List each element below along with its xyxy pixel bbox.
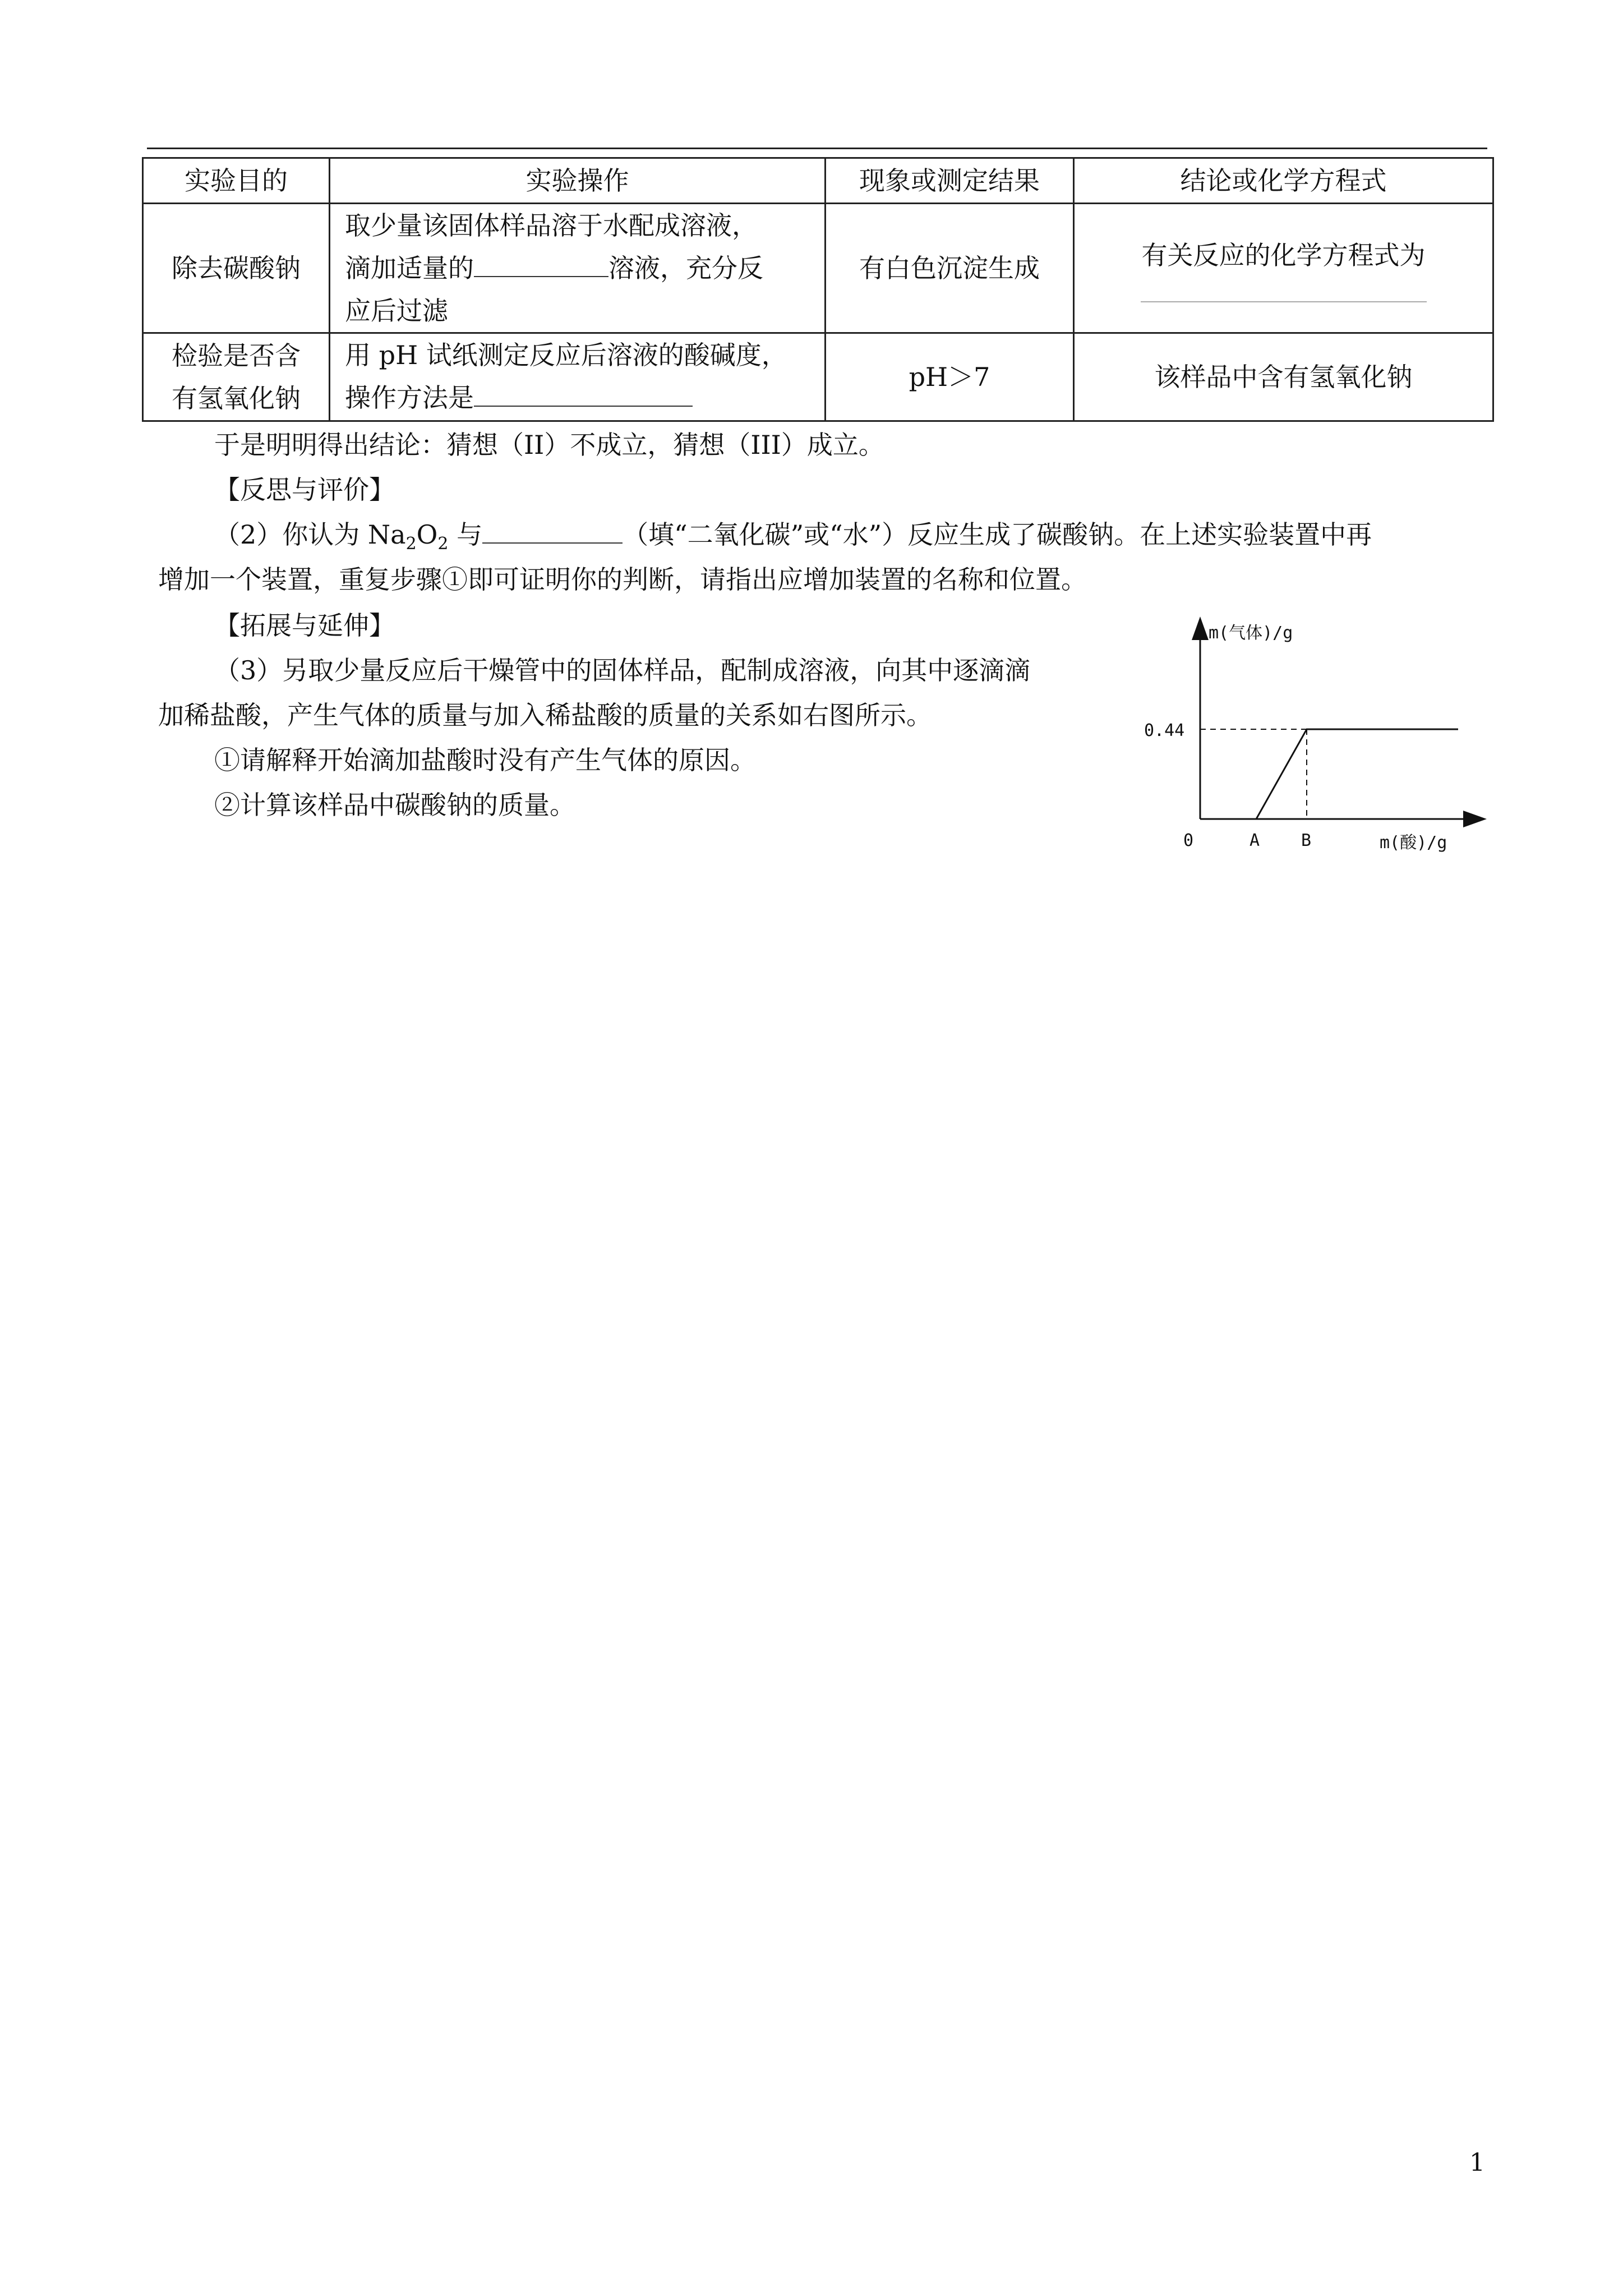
row2-op-line1: 用 pH 试纸测定反应后溶液的酸碱度， <box>345 340 787 370</box>
row1-op-line1: 取少量该固体样品溶于水配成溶液， <box>345 210 758 241</box>
row1-conclusion <box>1074 204 1493 333</box>
q2-sub1: 2 <box>405 534 417 554</box>
experiment-table <box>142 157 1494 422</box>
table-header-row <box>143 158 1493 204</box>
extension-heading: 【拓展与延伸】 <box>214 610 395 641</box>
gas-series-line <box>1200 729 1458 819</box>
row2-op-line2-text: 操作方法是 <box>345 383 474 413</box>
question-3-sub1: ①请解释开始滴加盐酸时没有产生气体的原因。 <box>214 745 756 775</box>
row2-conclusion: 该样品中含有氢氧化钠 <box>1074 333 1493 421</box>
conclusion-text: 于是明明得出结论：猜想（II）不成立，猜想（III）成立。 <box>214 430 884 460</box>
row1-result: 有白色沉淀生成 <box>826 204 1074 333</box>
q2-sub2: 2 <box>437 534 449 554</box>
row2-purpose-line1: 检验是否含 <box>172 341 301 371</box>
x-tick-label: A <box>1249 831 1260 850</box>
reactant-blank[interactable] <box>482 514 623 544</box>
row1-op-line2-post: 溶液，充分反 <box>608 253 763 283</box>
gas-mass-chart <box>1144 617 1503 875</box>
row1-op-line3: 应后过滤 <box>345 296 448 326</box>
q2-pre: （2）你认为 Na <box>214 519 406 550</box>
row1-op-line2 <box>345 247 814 289</box>
question-3-line1: （3）另取少量反应后干燥管中的固体样品，配制成溶液，向其中逐滴滴 <box>214 655 1031 685</box>
table-row <box>143 204 1493 333</box>
origin-label: 0 <box>1183 831 1194 850</box>
page-number: 1 <box>1469 2148 1485 2177</box>
reflection-heading: 【反思与评价】 <box>214 475 395 505</box>
row1-conclusion-text: 有关反应的化学方程式为 <box>1141 240 1426 270</box>
header-rule <box>147 148 1487 149</box>
q2-post: （填“二氧化碳”或“水”）反应生成了碳酸钠。在上述实验装置中再 <box>623 519 1372 550</box>
header-operation: 实验操作 <box>330 158 826 204</box>
row2-purpose-line2: 有氢氧化钠 <box>172 383 301 413</box>
question-3-sub2: ②计算该样品中碳酸钠的质量。 <box>214 790 575 820</box>
header-result: 现象或测定结果 <box>826 158 1074 204</box>
question-2-line2: 增加一个装置，重复步骤①即可证明你的判断，请指出应增加装置的名称和位置。 <box>158 564 1087 595</box>
chart-svg <box>1144 617 1503 875</box>
x-tick-label: B <box>1301 831 1312 850</box>
y-axis-label: m(气体)/g <box>1209 623 1293 643</box>
row1-purpose: 除去碳酸钠 <box>143 204 330 333</box>
method-blank[interactable] <box>474 378 693 407</box>
y-tick-label: 0.44 <box>1144 721 1185 740</box>
row2-op-line2 <box>345 376 814 419</box>
row1-op-line2-pre: 滴加适量的 <box>345 253 474 283</box>
row2-purpose <box>143 333 330 421</box>
x-axis-label: m(酸)/g <box>1380 833 1447 853</box>
reagent-blank[interactable] <box>474 248 608 277</box>
equation-blank[interactable] <box>1141 296 1427 302</box>
row1-operation <box>330 204 826 333</box>
table-row <box>143 333 1493 421</box>
header-purpose: 实验目的 <box>143 158 330 204</box>
header-conclusion: 结论或化学方程式 <box>1074 158 1493 204</box>
q2-mid: 与 <box>448 519 483 550</box>
row2-operation <box>330 333 826 421</box>
row2-result: pH＞7 <box>826 333 1074 421</box>
q2-o: O <box>416 519 438 550</box>
question-3-line2: 加稀盐酸，产生气体的质量与加入稀盐酸的质量的关系如右图所示。 <box>158 700 932 730</box>
